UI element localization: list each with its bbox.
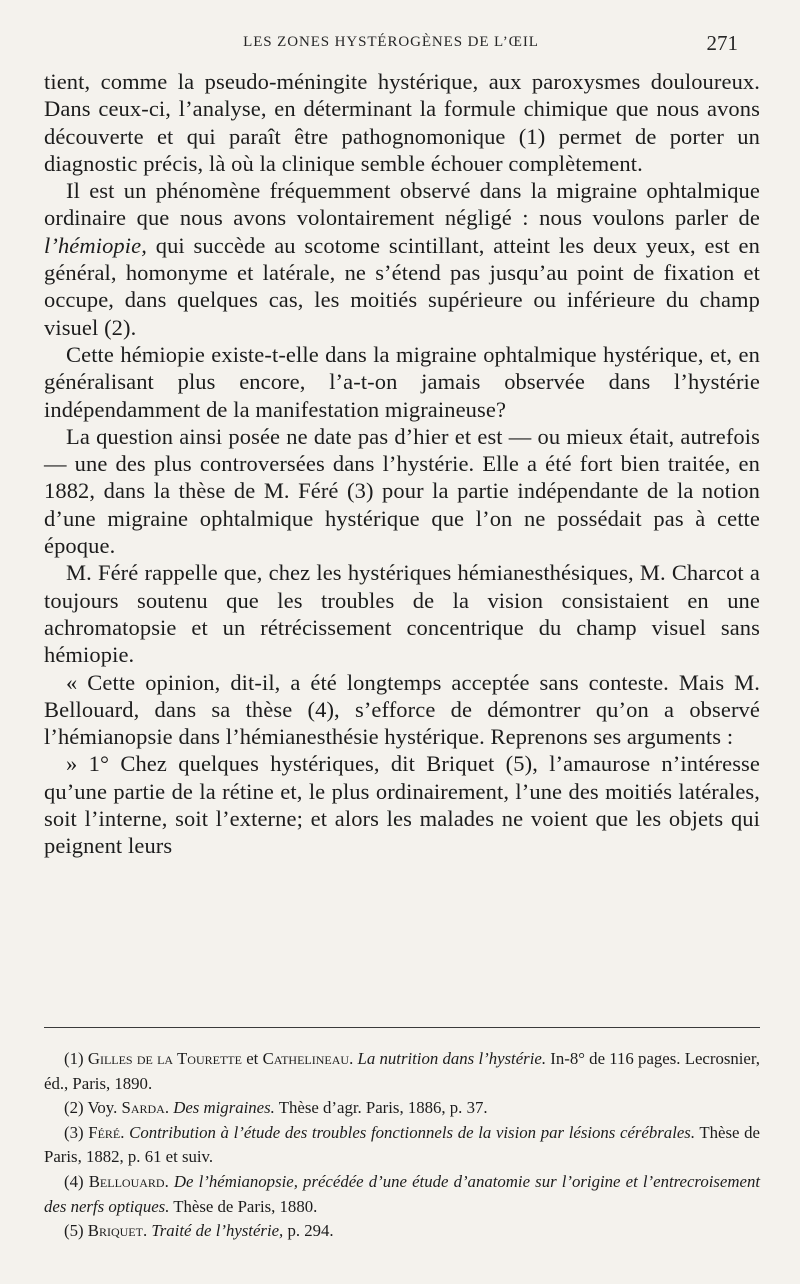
footnote-2-number: (2) Voy. [64,1098,122,1118]
footnotes [44,1047,760,1244]
paragraph-4: La question ainsi posée ne date pas d’hier et est — ou mieux était, autrefois — une des plus controversées dans l’hystérie. Elle a été fort bien traitée, en 1882, dans la thèse de M. Féré (3) pour la partie indépendante de la notion d’une migraine ophtalmique hystérique que l’on ne possédait pas à cette époque. [44,423,760,559]
paragraph-2-text-b: qui succède au scotome scintillant, atteint les deux yeux, est en général, homonyme et latérale, ne s’étend pas jusqu’au point de fixation et occupe, dans quelques cas, les moitiés supérieure ou inférieure du champ visuel (2). [44,232,760,340]
running-title: LES ZONES HYSTÉROGÈNES DE L’ŒIL [243,34,539,50]
page-number: 271 [706,31,738,55]
paragraph-5: M. Féré rappelle que, chez les hystériques hémianesthésiques, M. Charcot a toujours soutenu que les troubles de la vision consistaient en une achromatopsie et un rétrécissement concentrique du champ visuel sans hémiopie. [44,560,760,668]
footnote-4-number: (4) [64,1171,89,1191]
footnote-1-conjunction: et [241,1049,263,1068]
paragraph-6: « Cette opinion, dit-il, a été longtemps acceptée sans conteste. Mais M. Bellouard, dans sa thèse (4), s’efforce de démontrer qu’on a observé l’hémianopsie dans l’hémianesthésie hystérique. Reprenons ses arguments : [44,669,760,750]
footnote-4-details: Thèse de Paris, 1880. [169,1196,318,1216]
footnote-3-number: (3) [64,1122,89,1142]
footnote-5-title: Traité de l’hystérie, [151,1221,284,1241]
body-text [44,68,760,860]
footnote-4-author: Bellouard. [88,1171,169,1191]
footnote-5-author: Briquet. [87,1221,148,1241]
footnote-1-author: Gilles de la Tourette [87,1049,242,1068]
paragraph-1: tient, comme la pseudo-méningite hystérique, aux paroxysmes douloureux. Dans ceux-ci, l’analyse, en déterminant la formule chimique que nous avons découverte et qui paraît être pathognomonique (1) permet de porter un diagnostic précis, là où la clinique semble échouer complètement. [44,69,760,176]
footnote-3-author: Féré. [88,1122,125,1142]
footnote-1-details: In-8° de 116 pages. Lecrosnier, éd., Paris, 1890. [44,1049,760,1093]
footnote-divider [44,1027,760,1028]
paragraph-3: Cette hémiopie existe-t-elle dans la migraine ophtalmique hystérique, et, en généralisant plus encore, l’a-t-on jamais observée dans l’hystérie indépendamment de la manifestation migraineuse? [44,341,760,422]
hemiopie-term: l’hémiopie, [44,232,147,258]
paragraph-2-text-a: Il est un phénomène fréquemment observé dans la migraine ophtalmique ordinaire que nous avons volontairement négligé : nous voulons parler de [44,178,760,231]
footnote-2 [44,1096,760,1121]
footnote-3-details: Thèse de Paris, 1882, p. 61 et suiv. [44,1122,760,1167]
paragraph-7: » 1° Chez quelques hystériques, dit Briquet (5), l’amaurose n’intéresse qu’une partie de la rétine et, le plus ordinairement, l’une des moitiés latérales, soit l’interne, soit l’externe; et alors les malades ne voient que les objets qui peignent leurs [44,751,760,859]
footnote-3 [44,1121,760,1170]
footnote-2-title: Des migraines. [173,1098,275,1118]
footnote-4 [44,1170,760,1219]
footnote-5-details: p. 294. [283,1221,334,1241]
footnote-1 [44,1047,760,1096]
footnote-1-title: La nutrition dans l’hystérie. [357,1049,547,1068]
footnote-1-number: (1) [64,1049,88,1068]
footnote-1-author-2: Cathelineau. [262,1049,354,1068]
footnote-4-title: De l’hémianopsie, précédée d’une étude d’anatomie sur l’origine et l’entrecroisement des nerfs optiques. [44,1171,760,1216]
footnote-2-details: Thèse d’agr. Paris, 1886, p. 37. [274,1098,488,1118]
footnote-5 [44,1219,760,1244]
footnote-5-number: (5) [64,1221,88,1241]
paragraph-2 [44,177,760,341]
running-head [44,31,738,58]
footnote-3-title: Contribution à l’étude des troubles fonctionnels de la vision par lésions cérébrales. [129,1122,696,1142]
footnote-2-author: Sarda. [121,1098,170,1118]
